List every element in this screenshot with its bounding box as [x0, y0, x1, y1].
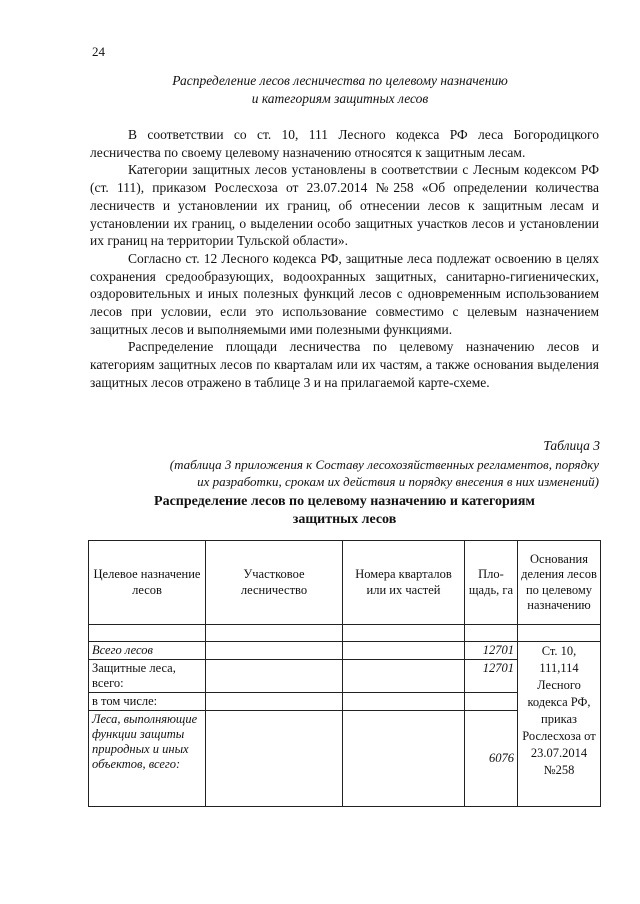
functional-district: [206, 711, 343, 807]
protective-district: [206, 660, 343, 693]
table-label: Таблица 3: [543, 438, 600, 453]
paragraph-2: Категории защитных лесов установлены в соответствии с Лесным кодексом РФ (ст. 111), приказом Рослесхоза от 23.07.2014 №258 «Об определении количества лесничеств и установлении их границ, об отнесении лесов к защитным лесам и установлении их границ, о выделении особо защитных участков лесов и установлении их границ на территории Тульской области».: [90, 162, 599, 249]
protective-label: Защитные леса, всего:: [89, 660, 206, 693]
spacer-cell: [518, 625, 601, 642]
section-title-line-1: Распределение лесов лесничества по целевому назначению: [172, 73, 508, 88]
section-title: [80, 72, 600, 108]
paragraph-3: Согласно ст. 12 Лесного кодекса РФ, защитные леса подлежат освоению в целях сохранения средообразующих, водоохранных защитных, санитарно-гигиенических, оздоровительных и иных полезных функций лесов с одновременным использованием лесов при условии, если это использование совместимо с целевым назначением защитных лесов и выполняемыми ими полезными функциями.: [90, 250, 599, 337]
header-district: Участковое лесничество: [206, 541, 343, 625]
protective-area: 12701: [465, 660, 518, 693]
paragraph-1: В соответствии со ст. 10, 111 Лесного кодекса РФ леса Богородицкого лесничества по своему целевому назначению относятся к защитным лесам.: [90, 127, 599, 160]
table-note-line-2: их разработки, срокам их действия и порядку внесения в них изменений): [197, 474, 599, 489]
table-title-line-1: Распределение лесов по целевому назначению и категориям: [154, 494, 535, 509]
table-title-line-2: защитных лесов: [292, 512, 397, 527]
header-basis: Основания деления лесов по целевому назначению: [518, 541, 601, 625]
paragraph-4: Распределение площади лесничества по целевому назначению лесов и категориям защитных лесов по кварталам или их частям, а также основания выделения защитных лесов отражено в таблице 3 и на прилагаемой карте-схеме.: [90, 339, 599, 390]
including-quarters: [343, 693, 465, 711]
table-note-line-1: (таблица 3 приложения к Составу лесохозяйственных регламентов, порядку: [169, 457, 599, 472]
total-district: [206, 642, 343, 660]
functional-area: 6076: [465, 711, 518, 807]
table-note: [90, 456, 599, 490]
page-number: 24: [92, 44, 105, 59]
functional-label: Леса, выполняющие функции защиты природных и иных объектов, всего:: [89, 711, 206, 807]
header-area: Пло-щадь, га: [465, 541, 518, 625]
functional-quarters: [343, 711, 465, 807]
header-quarters: Номера кварталов или их частей: [343, 541, 465, 625]
total-quarters: [343, 642, 465, 660]
table-title: [90, 493, 599, 529]
spacer-cell: [89, 625, 206, 642]
protective-quarters: [343, 660, 465, 693]
table-row-total: [89, 642, 601, 660]
body-text: [90, 126, 599, 392]
including-district: [206, 693, 343, 711]
spacer-cell: [465, 625, 518, 642]
section-title-line-2: и категориям защитных лесов: [251, 91, 429, 106]
spacer-cell: [206, 625, 343, 642]
spacer-cell: [343, 625, 465, 642]
table-header-row: [89, 541, 601, 625]
table-spacer-row: [89, 625, 601, 642]
header-purpose: Целевое назначение лесов: [89, 541, 206, 625]
including-area: [465, 693, 518, 711]
including-label: в том числе:: [89, 693, 206, 711]
total-label: Всего лесов: [89, 642, 206, 660]
total-area: 12701: [465, 642, 518, 660]
basis-cell: Ст. 10, 111,114 Лесного кодекса РФ, приказ Рослесхоза от 23.07.2014 №258: [518, 642, 601, 807]
forest-distribution-table: [88, 540, 601, 807]
